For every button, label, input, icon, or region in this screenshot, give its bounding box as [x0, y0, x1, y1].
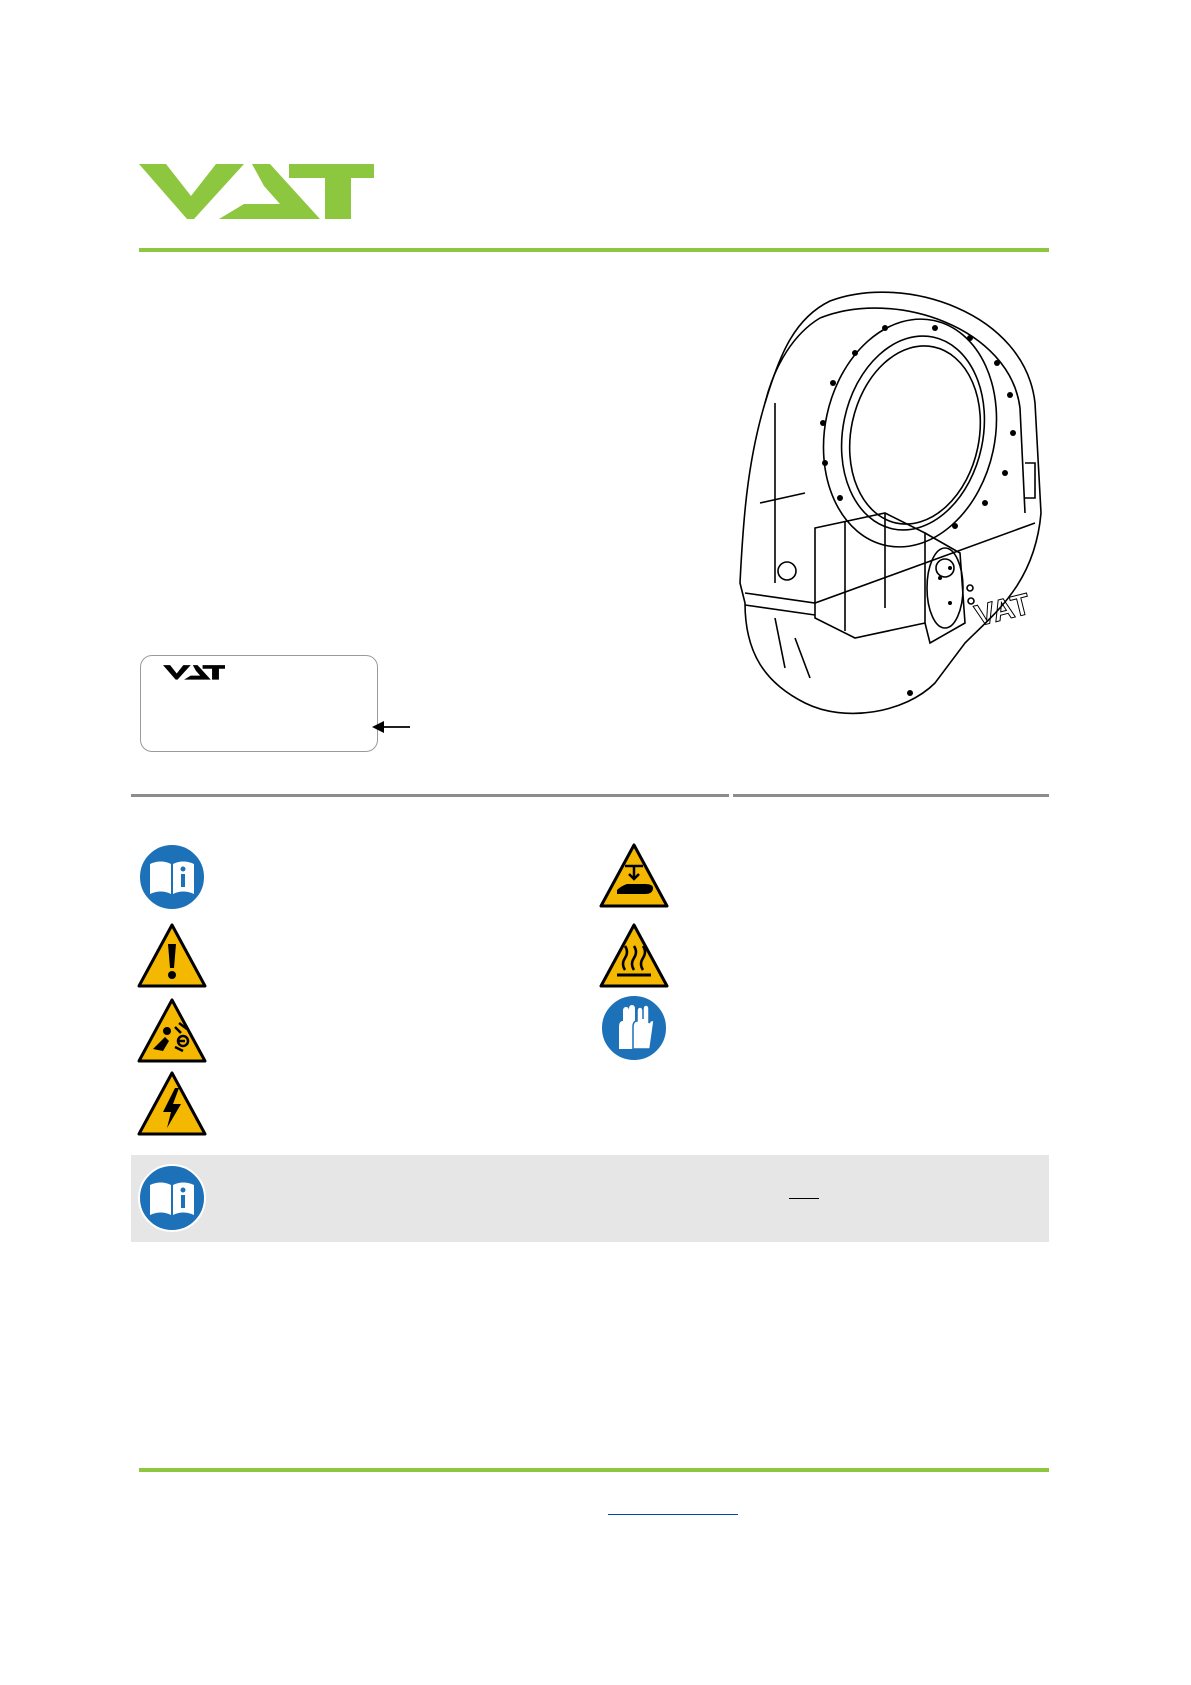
section-rule-right	[733, 794, 1049, 797]
note-bar	[131, 1155, 1049, 1242]
pressurized-explosion-warning-icon	[137, 997, 207, 1067]
crush-hazard-warning-icon	[599, 842, 669, 912]
footer-link-underline[interactable]	[608, 1514, 738, 1515]
arrow-pointer	[372, 719, 410, 735]
note-underline-mark	[789, 1198, 819, 1199]
vat-logo	[139, 164, 374, 220]
general-warning-icon	[137, 922, 207, 992]
label-box	[140, 655, 378, 752]
body-logo-lettering: VAT	[971, 587, 1034, 634]
electric-shock-warning-icon	[137, 1070, 207, 1140]
section-rule-left	[131, 794, 729, 797]
header-rule	[139, 248, 1049, 252]
gate-valve-drawing	[735, 283, 1045, 733]
wear-gloves-icon	[599, 993, 669, 1063]
hot-surface-warning-icon	[599, 922, 669, 992]
read-manual-icon	[137, 1163, 207, 1233]
read-manual-icon	[137, 842, 207, 912]
footer-rule	[139, 1468, 1049, 1472]
label-vat-logo	[163, 664, 225, 681]
